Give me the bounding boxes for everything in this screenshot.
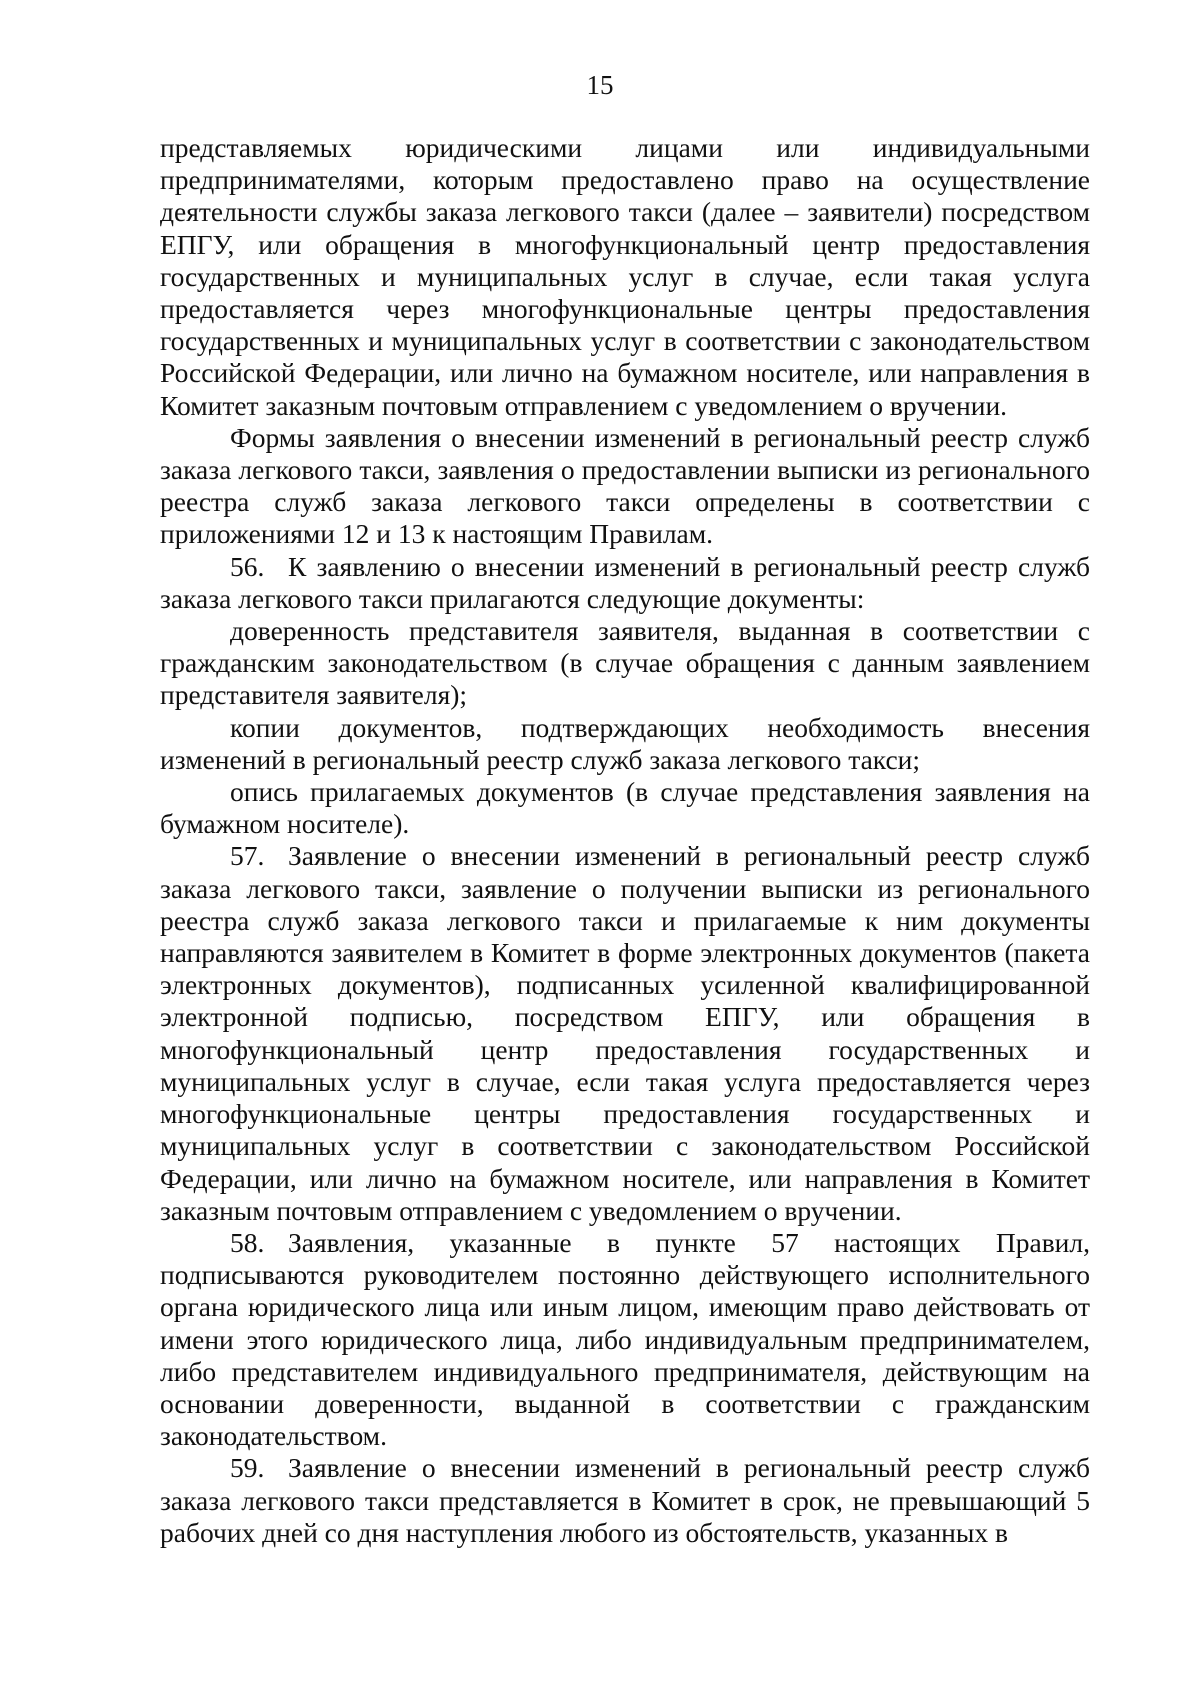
paragraph-list-item [160, 776, 1090, 840]
paragraph-text: опись прилагаемых документов (в случае представления заявления на бумажном носителе). [160, 776, 1090, 840]
paragraph-text: доверенность представителя заявителя, выданная в соответствии с гражданским законодательством (в случае обращения с данным заявлением представителя заявителя); [160, 615, 1090, 711]
paragraph-text: Формы заявления о внесении изменений в региональный реестр служб заказа легкового такси, заявления о предоставлении выписки из регионального реестра служб заказа легкового такси определены в соответствии с приложениями 12 и 13 к настоящим Правилам. [160, 421, 1090, 550]
paragraph-number: 57. [230, 840, 265, 872]
paragraph-text: представляемых юридическими лицами или индивидуальными предпринимателями, которым предоставлено право на осуществление деятельности службы заказа легкового такси (далее – заявители) посредством ЕПГУ, или обращения в многофункциональный центр предоставления государственных и муниципальных услуг в случае, если такая услуга предоставляется через многофункциональные центры предоставления государственных и муниципальных услуг в соответствии с законодательством Российской Федерации, или лично на бумажном носителе, или направления в Комитет заказным почтовым отправлением с уведомлением о вручении. [160, 132, 1090, 421]
paragraph-text: Заявление о внесении изменений в региональный реестр служб заказа легкового такси, заявление о получении выписки из регионального реестра служб заказа легкового такси и прилагаемые к ним документы направляются заявителем в Комитет в форме электронных документов (пакета электронных документов), подписанных усиленной квалифицированной электронной подписью, посредством ЕПГУ, или обращения в многофункциональный центр предоставления государственных и муниципальных услуг в случае, если такая услуга предоставляется через многофункциональные центры предоставления государственных и муниципальных услуг в соответствии с законодательством Российской Федерации, или лично на бумажном носителе, или направления в Комитет заказным почтовым отправлением с уведомлением о вручении. [160, 840, 1090, 1226]
paragraph-number: 56. [230, 550, 265, 582]
paragraph-text: К заявлению о внесении изменений в региональный реестр служб заказа легкового такси прилагаются следующие документы: [160, 550, 1090, 614]
paragraph-text: Заявления, указанные в пункте 57 настоящих Правил, подписываются руководителем постоянно действующего исполнительного органа юридического лица или иным лицом, имеющим право действовать от имени этого юридического лица, либо индивидуальным предпринимателем, либо представителем индивидуального предпринимателя, действующим на основании доверенности, выданной в соответствии с гражданским законодательством. [160, 1226, 1090, 1452]
paragraph-text: Заявление о внесении изменений в региональный реестр служб заказа легкового такси представляется в Комитет в срок, не превышающий 5 рабочих дней со дня наступления любого из обстоятельств, указанных в [160, 1452, 1090, 1548]
paragraph-forms [160, 422, 1090, 551]
paragraph-56 [160, 551, 1090, 615]
paragraph-list-item [160, 712, 1090, 776]
paragraph-text: копии документов, подтверждающих необходимость внесения изменений в региональный реестр служб заказа легкового такси; [160, 711, 1090, 775]
page-number: 15 [586, 70, 614, 100]
paragraph-57 [160, 840, 1090, 1226]
paragraph-number: 58. [230, 1226, 265, 1258]
paragraph-continuation [160, 132, 1090, 422]
paragraph-59 [160, 1452, 1090, 1549]
paragraph-number: 59. [230, 1452, 265, 1484]
paragraph-list-item [160, 615, 1090, 712]
paragraph-58 [160, 1227, 1090, 1452]
document-body [160, 132, 1090, 1549]
